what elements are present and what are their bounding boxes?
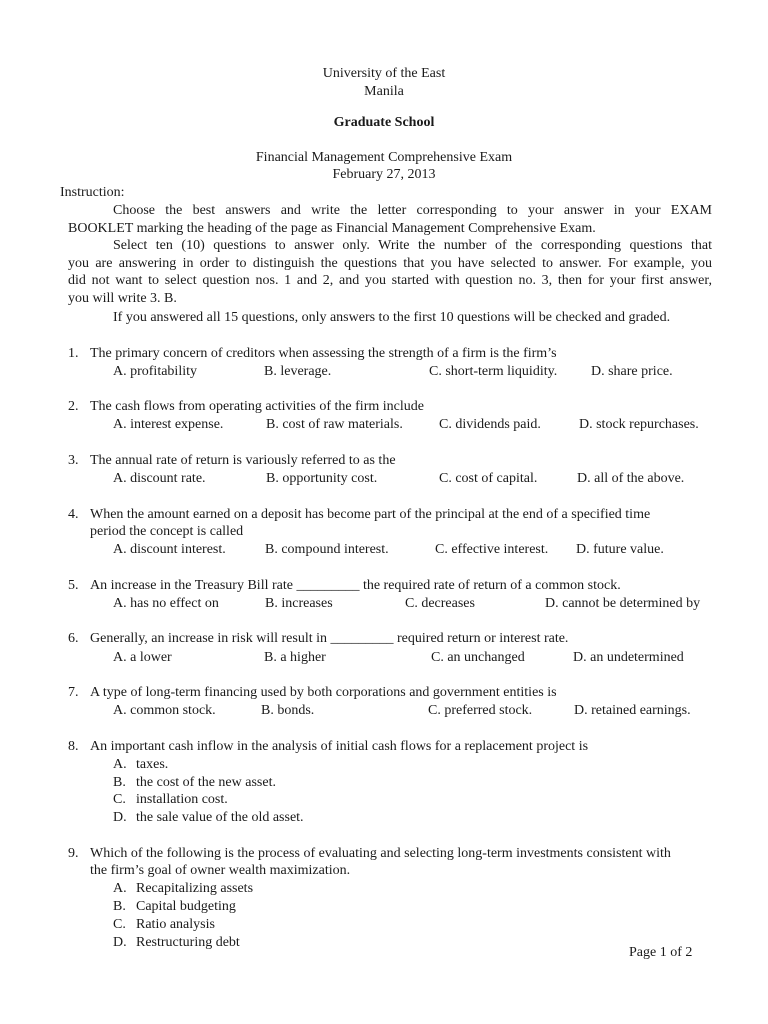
option-a: A. a lower (113, 650, 172, 665)
option-c: C. effective interest. (435, 542, 549, 557)
question-number: 5. (68, 578, 79, 593)
exam-date: February 27, 2013 (332, 167, 436, 182)
instruction-line: did not want to select question nos. 1 and 2, and you started with question no. 3, then for your first answer, (68, 273, 712, 289)
question-text: A type of long-term financing used by both corporations and government entities is (90, 685, 557, 700)
option-a: A. discount rate. (113, 471, 206, 486)
option-d-letter: D. (113, 810, 127, 825)
question-text: Which of the following is the process of evaluating and selecting long-term investments consistent with (90, 846, 671, 861)
option-b: B. increases (265, 596, 333, 611)
school-name: Graduate School (333, 115, 435, 130)
question-text: The primary concern of creditors when assessing the strength of a firm is the firm’s (90, 346, 557, 361)
option-a-letter: A. (113, 757, 127, 772)
option-a-text: Recapitalizing assets (136, 881, 254, 896)
instruction-paragraph-1 (68, 202, 712, 237)
question-text: An increase in the Treasury Bill rate _________ the required rate of return of a common stock. (90, 578, 621, 593)
instruction-label: Instruction: (60, 185, 125, 200)
instruction-paragraph-2 (68, 237, 712, 307)
question-number: 3. (68, 453, 79, 468)
question-text-continued: the firm’s goal of owner wealth maximization. (90, 863, 351, 878)
option-c: C. an unchanged (431, 650, 525, 665)
option-a-letter: A. (113, 881, 127, 896)
option-d: D. cannot be determined by (545, 596, 701, 611)
option-a: A. discount interest. (113, 542, 226, 557)
option-b: B. leverage. (264, 364, 332, 379)
option-b: B. a higher (264, 650, 326, 665)
option-d: D. stock repurchases. (579, 417, 699, 432)
option-b-text: Capital budgeting (136, 899, 236, 914)
city-name: Manila (364, 84, 404, 99)
option-c: C. cost of capital. (439, 471, 538, 486)
option-a: A. has no effect on (113, 596, 219, 611)
option-d-text: the sale value of the old asset. (136, 810, 304, 825)
option-b: B. compound interest. (265, 542, 389, 557)
exam-title: Financial Management Comprehensive Exam (255, 150, 513, 165)
question-number: 8. (68, 739, 79, 754)
option-d: D. future value. (576, 542, 664, 557)
instruction-line: If you answered all 15 questions, only answers to the first 10 questions will be checked and graded. (113, 310, 671, 325)
option-a-text: taxes. (136, 757, 169, 772)
option-b-text: the cost of the new asset. (136, 775, 276, 790)
instruction-line: you are answering in order to distinguish the questions that you have selected to answer. For example, you (68, 255, 712, 271)
instruction-line: Select ten (10) questions to answer only. Write the number of the corresponding questions that (113, 238, 712, 253)
question-text: When the amount earned on a deposit has become part of the principal at the end of a specified time (90, 507, 651, 522)
question-text: Generally, an increase in risk will result in _________ required return or interest rate. (90, 631, 569, 646)
option-a: A. profitability (113, 364, 197, 379)
instruction-paragraph-3 (68, 309, 712, 327)
option-d: D. retained earnings. (574, 703, 691, 718)
option-b: B. bonds. (261, 703, 315, 718)
question-text: The cash flows from operating activities of the firm include (90, 399, 424, 414)
option-d-letter: D. (113, 935, 127, 950)
page-number: Page 1 of 2 (629, 945, 693, 960)
question-number: 4. (68, 507, 79, 522)
option-b-letter: B. (113, 899, 126, 914)
option-b: B. opportunity cost. (266, 471, 378, 486)
option-d: D. share price. (591, 364, 673, 379)
option-a: A. interest expense. (113, 417, 224, 432)
question-text-continued: period the concept is called (90, 524, 244, 539)
option-c: C. short-term liquidity. (429, 364, 558, 379)
question-number: 9. (68, 846, 79, 861)
question-number: 7. (68, 685, 79, 700)
instruction-line: you will write 3. B. (68, 290, 177, 306)
option-d: D. an undetermined (573, 650, 684, 665)
option-c: C. dividends paid. (439, 417, 541, 432)
question-text: The annual rate of return is variously referred to as the (90, 453, 396, 468)
instruction-line: BOOKLET marking the heading of the page as Financial Management Comprehensive Exam. (68, 220, 596, 236)
option-c-text: installation cost. (136, 792, 228, 807)
option-c: C. decreases (405, 596, 475, 611)
option-d: D. all of the above. (577, 471, 685, 486)
instruction-line: Choose the best answers and write the letter corresponding to your answer in your EXAM (113, 203, 712, 218)
option-a: A. common stock. (113, 703, 216, 718)
option-d-text: Restructuring debt (136, 935, 240, 950)
question-number: 2. (68, 399, 79, 414)
option-c: C. preferred stock. (428, 703, 533, 718)
question-number: 1. (68, 346, 79, 361)
option-c-letter: C. (113, 917, 126, 932)
question-text: An important cash inflow in the analysis of initial cash flows for a replacement project is (90, 739, 589, 754)
option-b: B. cost of raw materials. (266, 417, 403, 432)
question-number: 6. (68, 631, 79, 646)
option-b-letter: B. (113, 775, 126, 790)
option-c-letter: C. (113, 792, 126, 807)
university-name: University of the East (322, 66, 446, 81)
option-c-text: Ratio analysis (136, 917, 215, 932)
